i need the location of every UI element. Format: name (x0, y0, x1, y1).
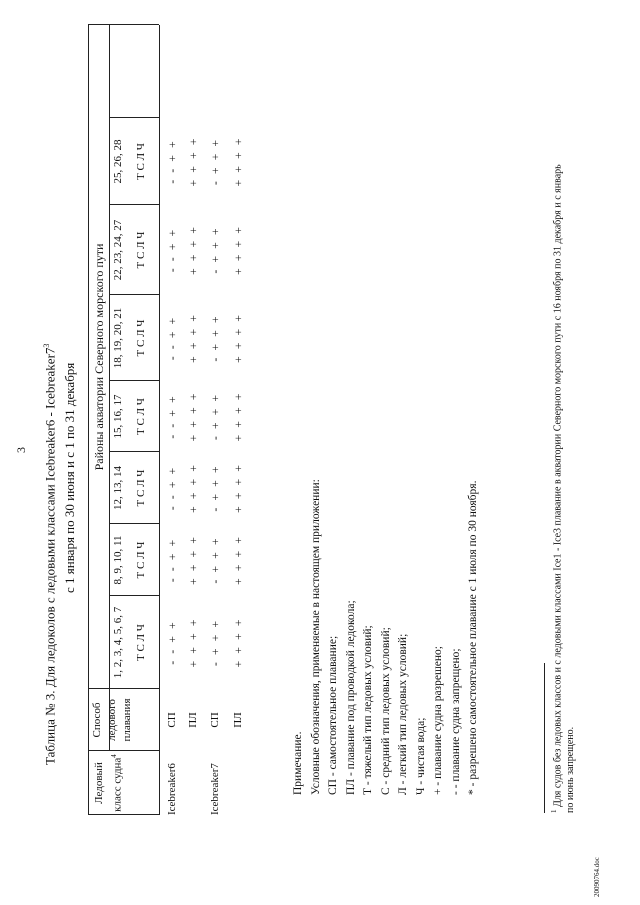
table-title-text: Таблица № 3. Для ледоколов с ледовыми классами Icebreaker6 - Icebreaker7 (42, 347, 58, 765)
table-cell: - - + + (165, 620, 179, 665)
table-cell: + + + + (186, 312, 200, 364)
table-cell: + + + + (231, 391, 245, 442)
table-cell: - - + + (165, 465, 179, 511)
table-cell: + + + + (186, 534, 200, 586)
table-row-class: Icebreaker6 (166, 763, 178, 815)
table-cell: + + + + (231, 224, 245, 276)
table-cell: - - + + (165, 139, 179, 184)
table-subtitle: с 1 января по 30 июня и с 1 по 31 декабря (62, 362, 77, 593)
column-subheader: Т С Л Ч (135, 231, 147, 269)
table-cell: + + + + (231, 312, 245, 364)
region-group: 8, 9, 10, 11 (112, 535, 124, 585)
region-group: 25, 26, 28 (112, 139, 124, 184)
note-line: Ч - чистая вода; (414, 717, 427, 795)
doc-code: 20090764.doc (593, 857, 601, 897)
table-cell: - + + + (208, 464, 222, 512)
notes-block (290, 479, 483, 795)
table-cell: - + + + (208, 536, 222, 584)
footnote-divider (544, 663, 545, 813)
table-cell: - + + + (208, 137, 222, 186)
region-group: 22, 23, 24, 27 (112, 219, 124, 281)
note-line: ПЛ - плавание под проводкой ледокола; (344, 600, 357, 795)
table-cell: - + + + (208, 392, 222, 441)
table-cell: + + + + (186, 617, 200, 668)
table-cell: + + + + (231, 136, 245, 187)
table-row-method: ПЛ (187, 712, 199, 728)
note-line: * - разрешено самостоятельное плавание с 1 июля по 30 ноября. (467, 480, 479, 795)
column-subheader: Т С Л Ч (135, 624, 147, 661)
note-line: Примечание. (292, 731, 304, 795)
page-number: 3 (14, 447, 28, 453)
column-subheader: Т С Л Ч (135, 143, 147, 180)
table-row-method: СП (166, 712, 178, 728)
region-group: 12, 13, 14 (112, 466, 124, 510)
note-line: СП - самостоятельное плавание; (327, 635, 339, 795)
table-cell: + + + + (231, 617, 245, 668)
table-cell: + + + + (231, 462, 245, 514)
regions-header: Районы акватории Северного морского пути (92, 243, 106, 471)
note-line: Условные обозначения, применяемые в настоящем приложении: (309, 479, 322, 795)
table-row-method: СП (209, 712, 221, 728)
table-cell: - - + + (165, 227, 179, 273)
title-footnote-mark: 3 (42, 343, 51, 348)
table-cell: + + + + (186, 391, 200, 442)
column-subheader: Т С Л Ч (135, 319, 147, 357)
column-subheader: Т С Л Ч (135, 469, 147, 507)
table-row-class: Icebreaker7 (209, 763, 221, 815)
table-cell: - - + + (165, 315, 179, 361)
region-group: 15, 16, 17 (112, 394, 124, 439)
note-line: + - плавание судна разрешено; (432, 645, 444, 795)
class-header: Ледовый класс судна$^4$ (93, 754, 124, 812)
table-row-method: ПЛ (232, 712, 244, 728)
table-cell: - + + + (208, 226, 222, 274)
column-subheader: Т С Л Ч (135, 541, 147, 579)
note-line: - - плавание судна запрещено; (449, 648, 462, 795)
note-line: Л - легкий тип ледовых условий; (397, 633, 409, 795)
column-subheader: Т С Л Ч (135, 398, 147, 435)
note-line: Т - тяжелый тип ледовых условий; (362, 625, 374, 795)
region-group: 1, 2, 3, 4, 5, 6, 7 (112, 606, 124, 679)
footnote: $^1$ Для судов без ледовых классов и с ледовыми классами Ice1 - Ice3 плавание в акватории Северного морского пути с 16 ноября по 31 декабря и с январь по июнь запрещено. (550, 164, 577, 813)
region-group: 18, 19, 20, 21 (112, 307, 124, 369)
table-title (42, 344, 58, 765)
table-cell: - - + + (165, 394, 179, 439)
note-line: С - средний тип ледовых условий; (379, 627, 392, 795)
table-cell: + + + + (186, 462, 200, 514)
table-cell: - - + + (165, 537, 179, 583)
table-cell: - + + + (208, 618, 222, 667)
method-header: Способ ледового плавания (91, 698, 133, 742)
table-cell: + + + + (231, 534, 245, 586)
table-cell: + + + + (186, 136, 200, 187)
table-cell: - + + + (208, 314, 222, 362)
footnote-mark: 1 (550, 809, 558, 813)
table-cell: + + + + (186, 224, 200, 276)
